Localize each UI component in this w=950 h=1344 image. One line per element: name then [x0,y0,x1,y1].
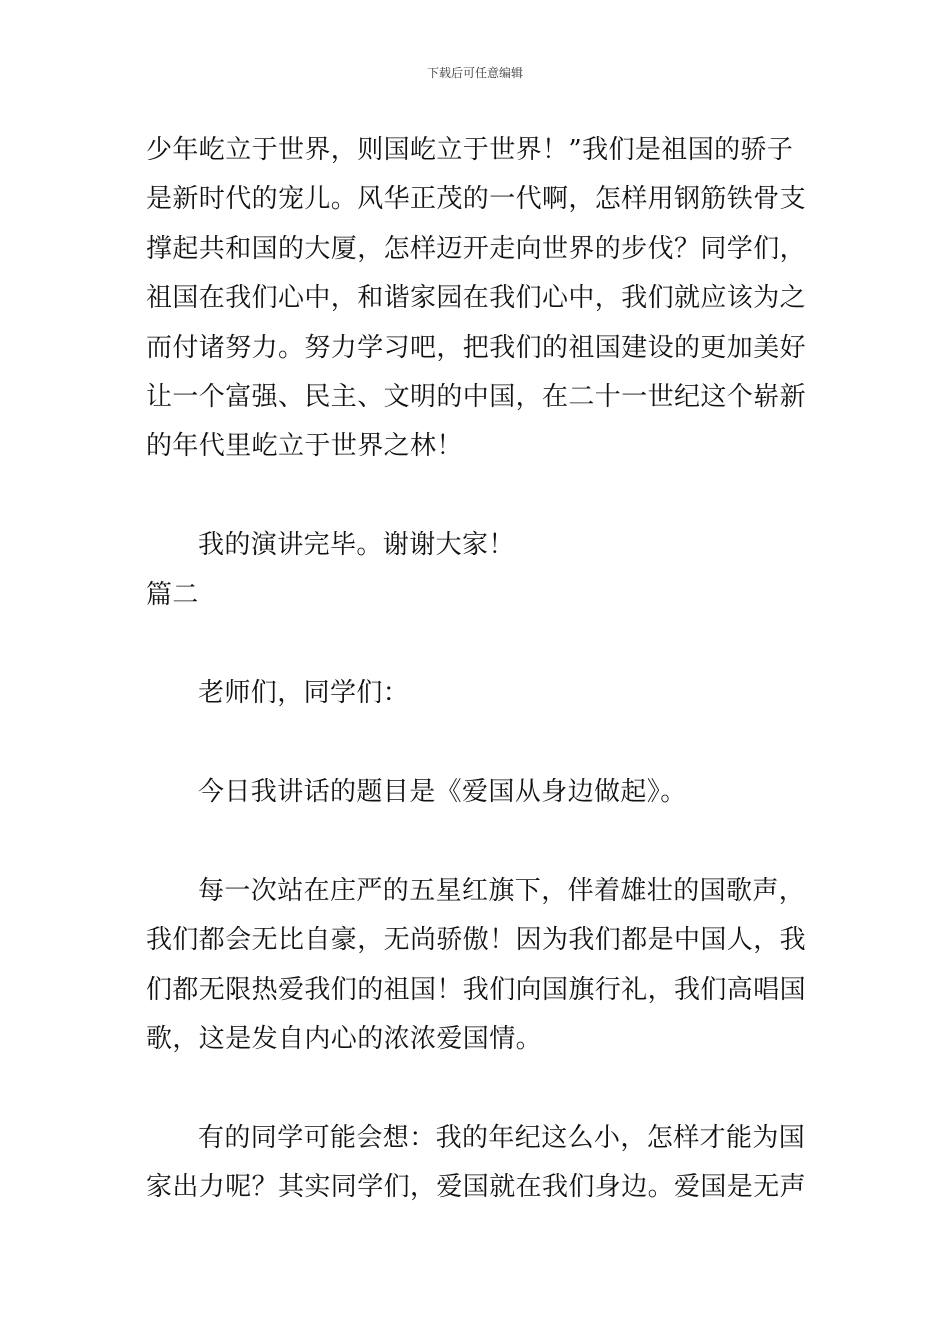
text-line: 少年屹立于世界，则国屹立于世界！”我们是祖国的骄子 [146,135,794,165]
paragraph-gap [146,620,808,669]
text-line: 我们都会无比自豪，无尚骄傲！因为我们都是中国人，我 [146,925,807,956]
text-line: 今日我讲话的题目是《爱国从身边做起》。 [198,777,687,808]
page-header-note: 下载后可任意编辑 [426,66,523,80]
closing-line: 我的演讲完毕。谢谢大家！ [198,530,515,561]
paragraph-gap [146,818,808,867]
text-line: 而付诸努力。努力学习吧，把我们的祖国建设的更加美好 [146,332,807,363]
text-line: 们都无限热爱我们的祖国！我们向国旗行礼，我们高唱国 [146,974,807,1005]
text-line: 是新时代的宠儿。风华正茂的一代啊，怎样用钢筋铁骨支 [146,184,807,215]
document-body [146,126,808,1213]
paragraph-gap [146,1065,808,1114]
section-heading: 篇二 [146,579,199,610]
text-line: 每一次站在庄严的五星红旗下，伴着雄壮的国歌声， [198,876,806,907]
text-line: 家出力呢？其实同学们，爱国就在我们身边。爱国是无声 [146,1172,807,1203]
text-line: 的年代里屹立于世界之林！ [146,431,463,462]
text-line: 歌，这是发自内心的浓浓爱国情。 [146,1024,543,1055]
paragraph-gap [146,719,808,768]
salutation-line: 老师们，同学们： [198,678,410,709]
text-line: 有的同学可能会想：我的年纪这么小，怎样才能为国 [198,1123,806,1154]
text-line: 祖国在我们心中，和谐家园在我们心中，我们就应该为之 [146,283,807,314]
paragraph-gap [146,472,808,521]
text-line: 撑起共和国的大厦，怎样迈开走向世界的步伐？同学们， [146,233,807,264]
text-line: 让一个富强、民主、文明的中国，在二十一世纪这个崭新 [146,382,807,413]
